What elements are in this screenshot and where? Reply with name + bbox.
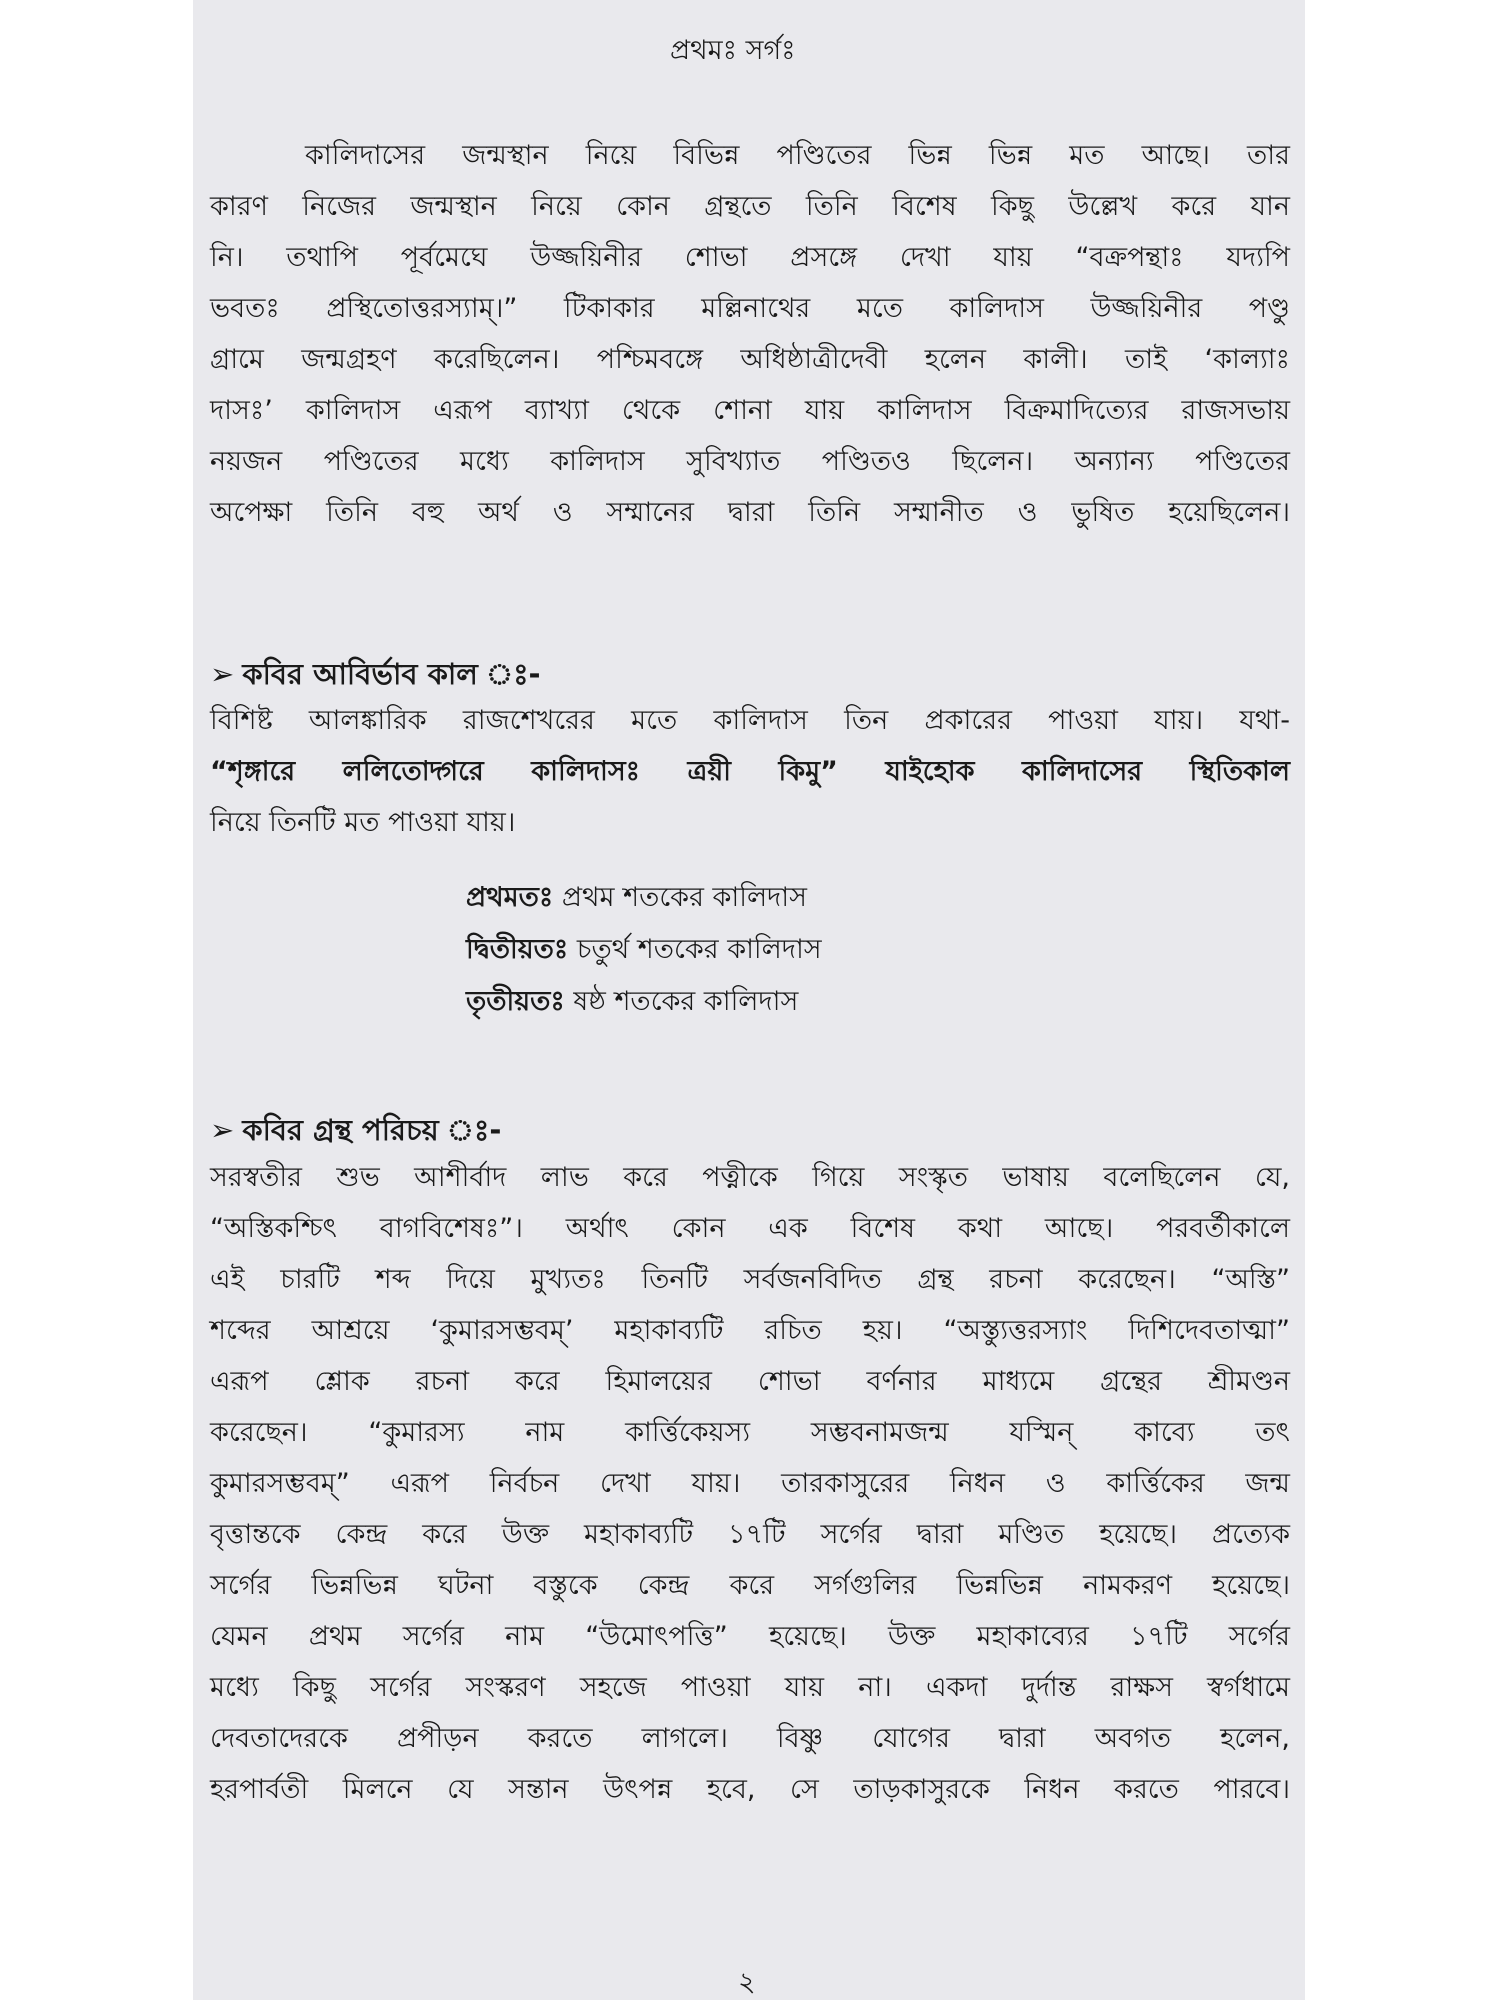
text-line: হরপার্বতী মিলনে যে সন্তান উৎপন্ন হবে, সে তাড়কাসুরকে নিধন করতে পারবে।	[210, 1774, 1290, 1805]
text-line: এরূপ শ্লোক রচনা করে হিমালয়ের শোভা বর্ণনার মাধ্যমে গ্রন্থের শ্রীমণ্ডন	[210, 1366, 1290, 1397]
text-line: বিশিষ্ট আলঙ্কারিক রাজশেখরের মতে কালিদাস তিন প্রকারের পাওয়া যায়। যথা-	[210, 705, 1290, 736]
intro-paragraph	[210, 130, 1290, 538]
text-line: দেবতাদেরকে প্রপীড়ন করতে লাগলে। বিষ্ণু যোগের দ্বারা অবগত হলেন,	[210, 1723, 1290, 1754]
arrow-bullet-icon: ➢	[210, 657, 235, 691]
text-line: কুমারসম্ভবম্” এরূপ নির্বচন দেখা যায়। তারকাসুরের নিধন ও কার্ত্তিকের জন্ম	[210, 1468, 1290, 1499]
text-line: শব্দের আশ্রয়ে ‘কুমারসম্ভবম্’ মহাকাব্যটি রচিত হয়। “অস্ত্যুত্তরস্যাং দিশিদেবতাত্মা”	[210, 1315, 1290, 1346]
text-line: বৃত্তান্তকে কেন্দ্র করে উক্ত মহাকাব্যটি ১৭টি সর্গের দ্বারা মণ্ডিত হয়েছে। প্রত্যেক	[210, 1519, 1290, 1550]
list-item: তৃতীয়তঃ ষষ্ঠ শতকের কালিদাস	[466, 986, 799, 1017]
section-heading-period: ➢ কবির আবির্ভাব কাল ঃ-	[210, 657, 541, 691]
text-line: নিয়ে তিনটি মত পাওয়া যায়।	[210, 807, 516, 838]
text-line: “অস্তিকশ্চিৎ বাগবিশেষঃ”। অর্থাৎ কোন এক বিশেষ কথা আছে। পরবর্তীকালে	[210, 1213, 1290, 1244]
period-list	[466, 872, 822, 1028]
text-line: কালিদাসের জন্মস্থান নিয়ে বিভিন্ন পণ্ডিতের ভিন্ন ভিন্ন মত আছে। তার	[305, 140, 1290, 171]
text-line: নয়জন পণ্ডিতের মধ্যে কালিদাস সুবিখ্যাত পণ্ডিতও ছিলেন। অন্যান্য পণ্ডিতের	[210, 446, 1290, 477]
text-line: অপেক্ষা তিনি বহু অর্থ ও সম্মানের দ্বারা তিনি সম্মানীত ও ভুষিত হয়েছিলেন।	[210, 497, 1290, 528]
text-line: যেমন প্রথম সর্গের নাম “উমোৎপত্তি” হয়েছে। উক্ত মহাকাব্যের ১৭টি সর্গের	[210, 1621, 1290, 1652]
text-line: কারণ নিজের জন্মস্থান নিয়ে কোন গ্রন্থতে তিনি বিশেষ কিছু উল্লেখ করে যান	[210, 191, 1290, 222]
arrow-bullet-icon: ➢	[210, 1113, 235, 1147]
text-line: দাসঃ’ কালিদাস এরূপ ব্যাখ্যা থেকে শোনা যায় কালিদাস বিক্রমাদিত্যের রাজসভায়	[210, 395, 1290, 426]
text-line: সরস্বতীর শুভ আশীর্বাদ লাভ করে পত্নীকে গিয়ে সংস্কৃত ভাষায় বলেছিলেন যে,	[210, 1162, 1290, 1193]
period-paragraph	[210, 695, 1290, 848]
text-line: করেছেন। “কুমারস্য নাম কার্ত্তিকেয়স্য সম্ভবনামজন্ম যস্মিন্ কাব্যে তৎ	[210, 1417, 1290, 1448]
text-line: এই চারটি শব্দ দিয়ে মুখ্যতঃ তিনটি সর্বজনবিদিত গ্রন্থ রচনা করেছেন। “অস্তি”	[210, 1264, 1290, 1295]
text-line: গ্রামে জন্মগ্রহণ করেছিলেন। পশ্চিমবঙ্গে অধিষ্ঠাত্রীদেবী হলেন কালী। তাই ‘কাল্যাঃ	[210, 344, 1290, 375]
works-paragraph	[210, 1152, 1290, 1815]
text-line: “শৃঙ্গারে ললিতোদ্গরে কালিদাসঃ ত্রয়ী কিমু” যাইহোক কালিদাসের স্থিতিকাল	[210, 756, 1290, 787]
section-heading-works: ➢ কবির গ্রন্থ পরিচয় ঃ-	[210, 1113, 502, 1147]
text-line: সর্গের ভিন্নভিন্ন ঘটনা বস্তুকে কেন্দ্র করে সর্গগুলির ভিন্নভিন্ন নামকরণ হয়েছে।	[210, 1570, 1290, 1601]
text-line: নি। তথাপি পূর্বমেঘে উজ্জয়িনীর শোভা প্রসঙ্গে দেখা যায় “বক্রপন্থাঃ যদ্যপি	[210, 242, 1290, 273]
text-line: ভবতঃ প্রস্থিতোত্তরস্যাম্।” টিকাকার মল্লিনাথের মতে কালিদাস উজ্জয়িনীর পণ্ডু	[210, 293, 1290, 324]
page-number: ২	[738, 1967, 756, 1998]
running-head: প্রথমঃ সর্গঃ	[670, 35, 796, 66]
list-item: দ্বিতীয়তঃ চতুর্থ শতকের কালিদাস	[466, 934, 822, 965]
text-line: মধ্যে কিছু সর্গের সংস্করণ সহজে পাওয়া যায় না। একদা দুর্দান্ত রাক্ষস স্বর্গধামে	[210, 1672, 1290, 1703]
list-item: প্রথমতঃ প্রথম শতকের কালিদাস	[466, 882, 807, 913]
